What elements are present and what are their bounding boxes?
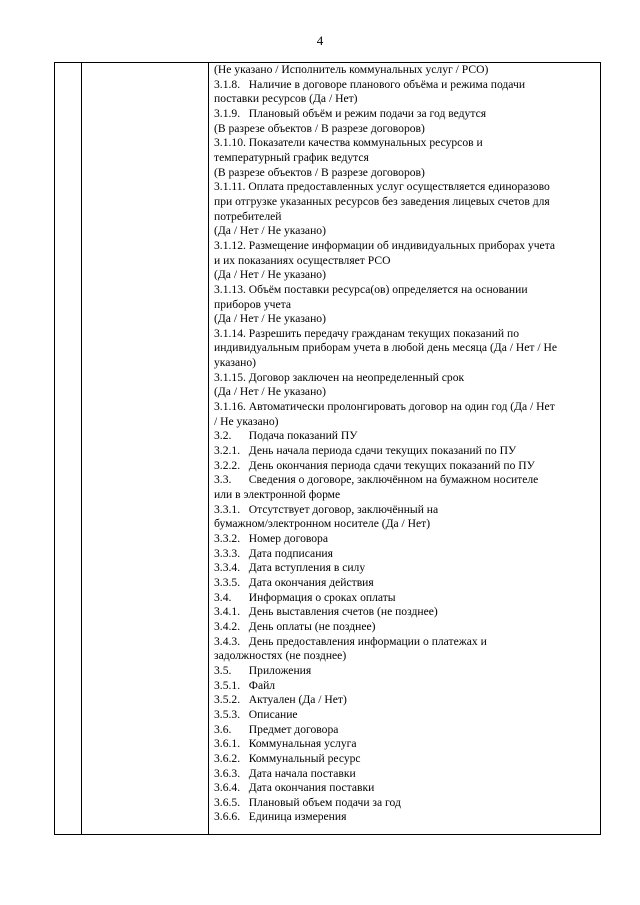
text-line: (В разрезе объектов / В разрезе договоров) — [214, 165, 425, 179]
text-line: 3.5.2. Актуален (Да / Нет) — [214, 693, 347, 707]
text-line: 3.3.3. Дата подписания — [214, 546, 333, 560]
text-line: 3.6.6. Единица измерения — [214, 810, 347, 824]
text-line: при отгрузке указанных ресурсов без заведения лицевых счетов для — [214, 194, 550, 208]
text-line: 3.6.2. Коммунальный ресурс — [214, 751, 361, 765]
text-line: (Да / Нет / Не указано) — [214, 224, 326, 238]
text-line: 3.4. Информация о сроках оплаты — [214, 590, 396, 604]
text-line: или в электронной форме — [214, 488, 341, 502]
text-line: потребителей — [214, 209, 282, 223]
text-line: 3.1.14. Разрешить передачу гражданам текущих показаний по — [214, 326, 520, 340]
text-line: 3.1.8. Наличие в договоре планового объёма и режима подачи — [214, 77, 526, 91]
table-column-2 — [81, 63, 209, 834]
text-line: 3.1.15. Договор заключен на неопределенный срок — [214, 370, 465, 384]
text-line: 3.5.1. Файл — [214, 678, 276, 692]
text-line: 3.6.3. Дата начала поставки — [214, 766, 356, 780]
text-line: (Да / Нет / Не указано) — [214, 312, 326, 326]
text-line: 3.2.1. День начала периода сдачи текущих показаний по ПУ — [214, 444, 517, 458]
text-line: 3.5.3. Описание — [214, 707, 298, 721]
text-line: / Не указано) — [214, 414, 279, 428]
text-line: указано) — [214, 356, 256, 370]
text-line: 3.6.1. Коммунальная услуга — [214, 737, 357, 751]
text-line: (В разрезе объектов / В разрезе договоров) — [214, 121, 425, 135]
text-line: 3.1.12. Размещение информации об индивидуальных приборах учета — [214, 238, 556, 252]
page-number: 4 — [316, 33, 324, 48]
document-table — [54, 62, 601, 835]
text-line: (Не указано / Исполнитель коммунальных услуг / РСО) — [214, 63, 489, 76]
text-line: 3.4.3. День предоставления информации о платежах и — [214, 634, 487, 648]
text-line: 3.3.5. Дата окончания действия — [214, 575, 374, 589]
table-content-cell — [214, 63, 598, 825]
text-line: 3.6. Предмет договора — [214, 722, 339, 736]
text-line: 3.3.4. Дата вступления в силу — [214, 561, 366, 575]
text-line: бумажном/электронном носителе (Да / Нет) — [214, 517, 431, 531]
text-line: 3.2.2. День окончания периода сдачи текущих показаний по ПУ — [214, 458, 535, 472]
text-line: 3.5. Приложения — [214, 663, 312, 677]
text-line: 3.4.2. День оплаты (не позднее) — [214, 619, 376, 633]
text-line: поставки ресурсов (Да / Нет) — [214, 92, 358, 106]
text-line: задолжностях (не позднее) — [214, 649, 347, 663]
text-line: 3.4.1. День выставления счетов (не позднее) — [214, 605, 438, 619]
text-line: 3.6.4. Дата окончания поставки — [214, 781, 375, 795]
text-line: температурный график ведутся — [214, 150, 369, 164]
table-column-1 — [55, 63, 82, 834]
text-line: 3.3. Сведения о договоре, заключённом на бумажном носителе — [214, 473, 539, 487]
text-line: 3.1.13. Объём поставки ресурса(ов) определяется на основании — [214, 282, 528, 296]
text-line: и их показаниях осуществляет РСО — [214, 253, 391, 267]
text-line: (Да / Нет / Не указано) — [214, 385, 326, 399]
text-line: 3.1.16. Автоматически пролонгировать договор на один год (Да / Нет — [214, 400, 555, 414]
text-line: 3.6.5. Плановый объем подачи за год — [214, 795, 401, 809]
text-line: индивидуальным приборам учета в любой день месяца (Да / Нет / Не — [214, 341, 557, 355]
text-line: 3.1.11. Оплата предоставленных услуг осуществляется единоразово — [214, 180, 550, 194]
text-line: 3.3.2. Номер договора — [214, 532, 329, 545]
text-line: 3.1.9. Плановый объём и режим подачи за год ведутся — [214, 106, 487, 120]
text-line: 3.1.10. Показатели качества коммунальных ресурсов и — [214, 136, 483, 150]
text-line: (Да / Нет / Не указано) — [214, 268, 326, 282]
text-line: 3.2. Подача показаний ПУ — [214, 429, 358, 443]
text-line: 3.3.1. Отсутствует договор, заключённый на — [214, 502, 439, 516]
text-line: приборов учета — [214, 297, 291, 311]
